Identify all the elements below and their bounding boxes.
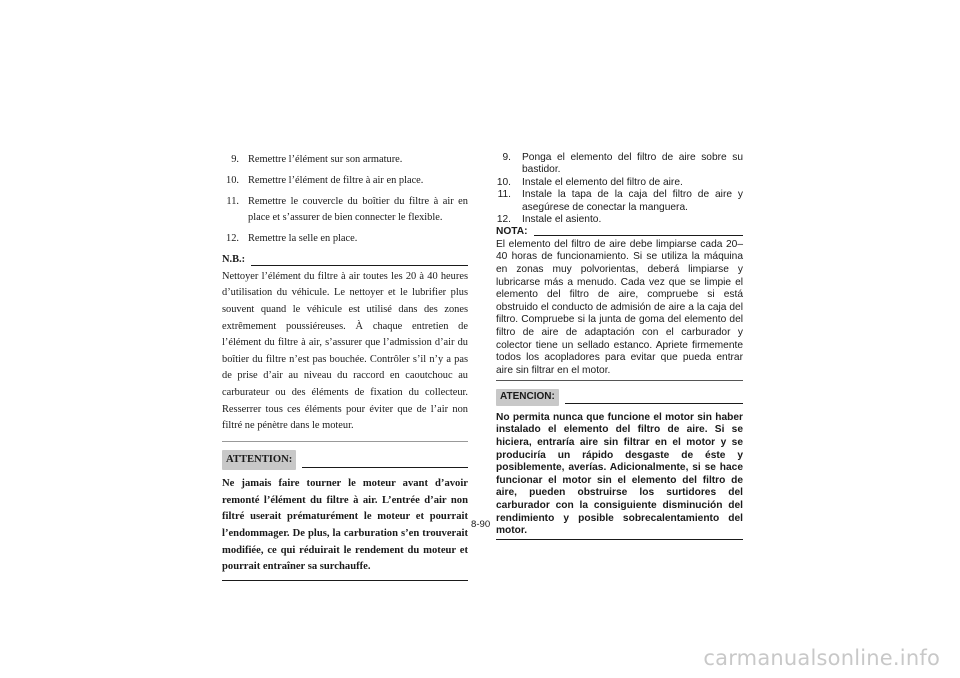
warning-end-rule [496,539,743,540]
note-heading [496,226,743,238]
warning-heading [222,450,468,470]
step-number: 9. [231,154,239,165]
warning-label: ATTENTION: [222,450,296,470]
warning-text: Ne jamais faire tourner le moteur avant d’avoir remonté l’élément du filtre à air. L’entrée d’air non filtré userait prématurément le moteur et pourrait l’endommager. De plus, la carburation s’en trouverait modifiée, ce qui réduirait le rendement du moteur et pourrait entraîner sa surchauffe. [222,478,468,573]
step-10 [222,173,468,189]
step-number: 11. [497,189,511,201]
step-11 [496,189,743,214]
step-text: Remettre le couvercle du boîtier du filtre à air en place et s’assurer de bien connecter le flexible. [248,196,468,224]
warning-label: ATENCION: [496,389,559,405]
spanish-steps [496,152,743,226]
step-9 [496,152,743,177]
step-11 [222,194,468,227]
step-text: Instale el asiento. [522,214,602,226]
note-label: N.B.: [222,254,246,266]
step-10 [496,177,743,189]
step-number: 11. [226,196,239,207]
step-text: Remettre la selle en place. [248,233,358,245]
warning-end-rule [222,580,468,581]
note-heading [222,252,468,268]
step-text: Remettre l’élément de filtre à air en place. [248,175,424,186]
page-number: 8-90 [471,519,491,530]
step-12 [222,231,468,247]
section-divider [496,380,743,381]
step-text: Remettre l’élément sur son armature. [248,154,403,165]
step-9 [222,152,468,168]
step-text: Instale la tapa de la caja del filtro de aire y asegúrese de conectar la manguera. [522,189,743,213]
note-text: Nettoyer l’élément du filtre à air toutes les 20 à 40 heures d’utilisation du véhicule. Le nettoyer et le lubrifier plus souvent quand le véhicule est utilisé dans des zones extrêmement poussiéreuses. À chaque entretien de l’élément du filtre à air, s’assurer que l’admission d’air du boîtier du filtre n’est pas bouchée. Contrôler s’il n’y a pas de prise d’air au niveau du raccord en caoutchouc au carburateur ou des éléments de fixation du collecteur. Resserrer tous ces éléments pour éviter que de l’air non filtré ne pénètre dans le moteur. [222,270,468,432]
step-number: 10. [496,176,511,188]
step-number: 10. [226,175,239,186]
step-text: Ponga el elemento del filtro de aire sobre su bastidor. [522,152,743,176]
step-12 [496,214,743,226]
step-number: 12. [496,214,511,226]
watermark: carmanualsonline.info [703,646,940,670]
warning-rule [565,403,743,404]
note-text: El elemento del filtro de aire debe limpiarse cada 20–40 horas de funcionamiento. Si se utiliza la máquina en zonas muy polvorientas, deberá limpiarse y lubricarse más a menudo. Cada vez que se limpie el elemento del filtro de aire, compruebe si está obstruido el conducto de admisión de aire a la caja del filtro. Compruebe si la junta de goma del elemento del filtro de aire de adaptación con el carburador y colector tiene un sellado estanco. Apriete firmemente todos los acopladores para evitar que pueda entrar aire sin filtrar en el motor. [496,238,743,376]
french-steps [222,152,468,248]
step-text: Instale el elemento del filtro de aire. [522,176,683,188]
note-label: NOTA: [496,226,528,238]
note-rule [534,235,744,236]
note-rule [251,265,468,266]
warning-heading [496,389,743,405]
french-column [222,152,468,581]
spanish-column [496,152,743,540]
section-divider [222,441,468,442]
warning-text: No permita nunca que funcione el motor sin haber instalado el elemento del filtro de aire. Si se hiciera, entraría aire sin filtrar en el motor y se produciría un rápido desgaste de éste y posiblemente, averías. Adicionalmente, si se hace funcionar el motor sin el elemento del filtro de aire, pueden obstruirse los surtidores del carburador con la consiguiente disminución del rendimiento y posible sobrecalentamiento del motor. [496,411,743,537]
step-number: 12. [226,233,239,245]
step-number: 9. [502,152,511,163]
warning-rule [302,467,468,468]
